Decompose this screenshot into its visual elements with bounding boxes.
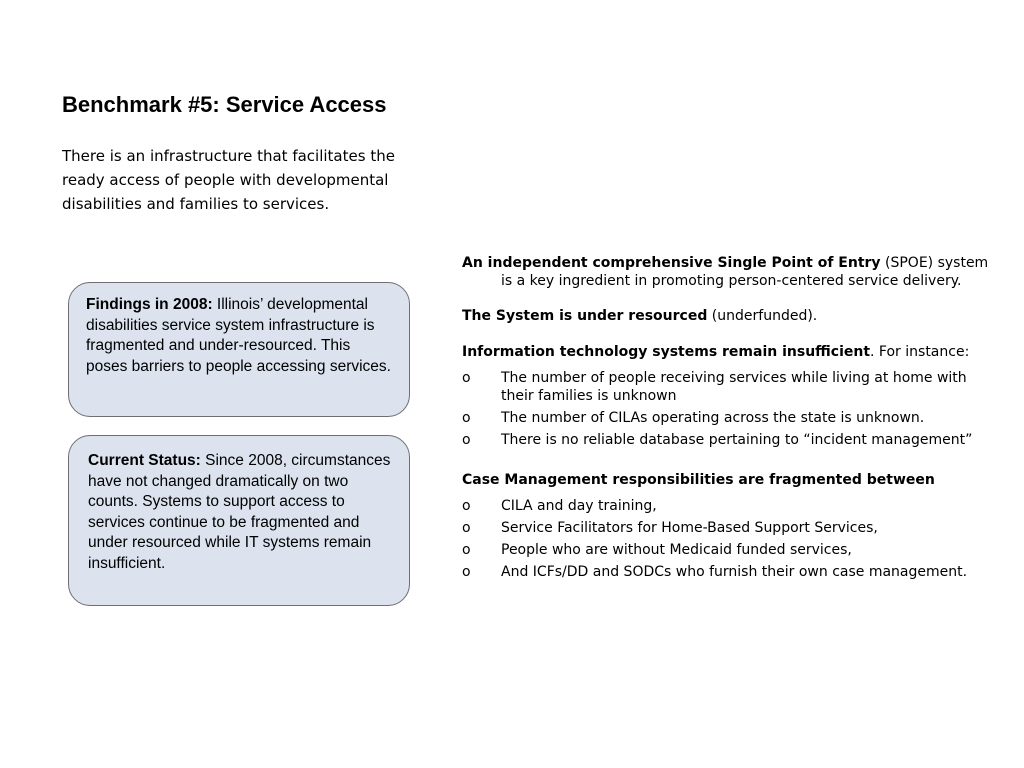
list-item bbox=[462, 410, 992, 428]
list-item bbox=[462, 520, 992, 538]
bullet-text: Service Facilitators for Home-Based Support Services, bbox=[501, 520, 878, 536]
slide-title: Benchmark #5: Service Access bbox=[62, 92, 387, 117]
findings-label: Findings in 2008: bbox=[86, 296, 213, 313]
bullet-text: There is no reliable database pertaining to “incident management” bbox=[501, 431, 973, 448]
bullet-text: People who are without Medicaid funded services, bbox=[501, 542, 852, 558]
list-item bbox=[462, 370, 992, 405]
bullet-icon: o bbox=[462, 498, 471, 514]
intro-text: There is an infrastructure that facilitates the ready access of people with developmental disabilities and families to services. bbox=[62, 147, 395, 213]
spoe-bold: An independent comprehensive Single Point of Entry bbox=[462, 255, 881, 271]
it-text: . For instance: bbox=[870, 343, 970, 360]
findings-text: Illinois’ developmental disabilities service system infrastructure is fragmented and under-resourced. This poses barriers to people accessing services. bbox=[86, 296, 391, 375]
right-column bbox=[462, 255, 992, 586]
resourced-bold: The System is under resourced bbox=[462, 308, 708, 324]
case-bold: Case Management responsibilities are fragmented between bbox=[462, 471, 935, 488]
resourced-text: (underfunded). bbox=[707, 308, 818, 324]
case-paragraph bbox=[462, 472, 992, 490]
bullet-icon: o bbox=[462, 370, 471, 386]
current-status-callout bbox=[68, 435, 410, 606]
status-text: Since 2008, circumstances have not changed dramatically on two counts. Systems to support access to services continue to be fragmented and under resourced while IT systems remain insufficient. bbox=[88, 452, 391, 572]
bullet-icon: o bbox=[462, 564, 471, 580]
status-label: Current Status: bbox=[88, 452, 201, 469]
bullet-text: The number of CILAs operating across the state is unknown. bbox=[501, 409, 925, 426]
bullet-icon: o bbox=[462, 520, 471, 536]
spoe-text: (SPOE) system is a key ingredient in promoting person-centered service delivery. bbox=[501, 255, 989, 289]
bullet-icon: o bbox=[462, 431, 471, 448]
list-item bbox=[462, 564, 992, 582]
list-item bbox=[462, 432, 992, 450]
bullet-text: The number of people receiving services while living at home with their families is unknown bbox=[501, 370, 967, 404]
resourced-paragraph bbox=[462, 308, 992, 326]
list-item bbox=[462, 498, 992, 516]
bullet-text: CILA and day training, bbox=[501, 498, 657, 514]
list-item bbox=[462, 542, 992, 560]
it-bold: Information technology systems remain insufficient bbox=[462, 343, 871, 360]
spoe-paragraph bbox=[462, 255, 992, 290]
bullet-text: And ICFs/DD and SODCs who furnish their own case management. bbox=[501, 564, 968, 580]
findings-callout bbox=[68, 282, 410, 417]
bullet-icon: o bbox=[462, 542, 471, 558]
it-paragraph bbox=[462, 344, 992, 362]
bullet-icon: o bbox=[462, 409, 471, 426]
